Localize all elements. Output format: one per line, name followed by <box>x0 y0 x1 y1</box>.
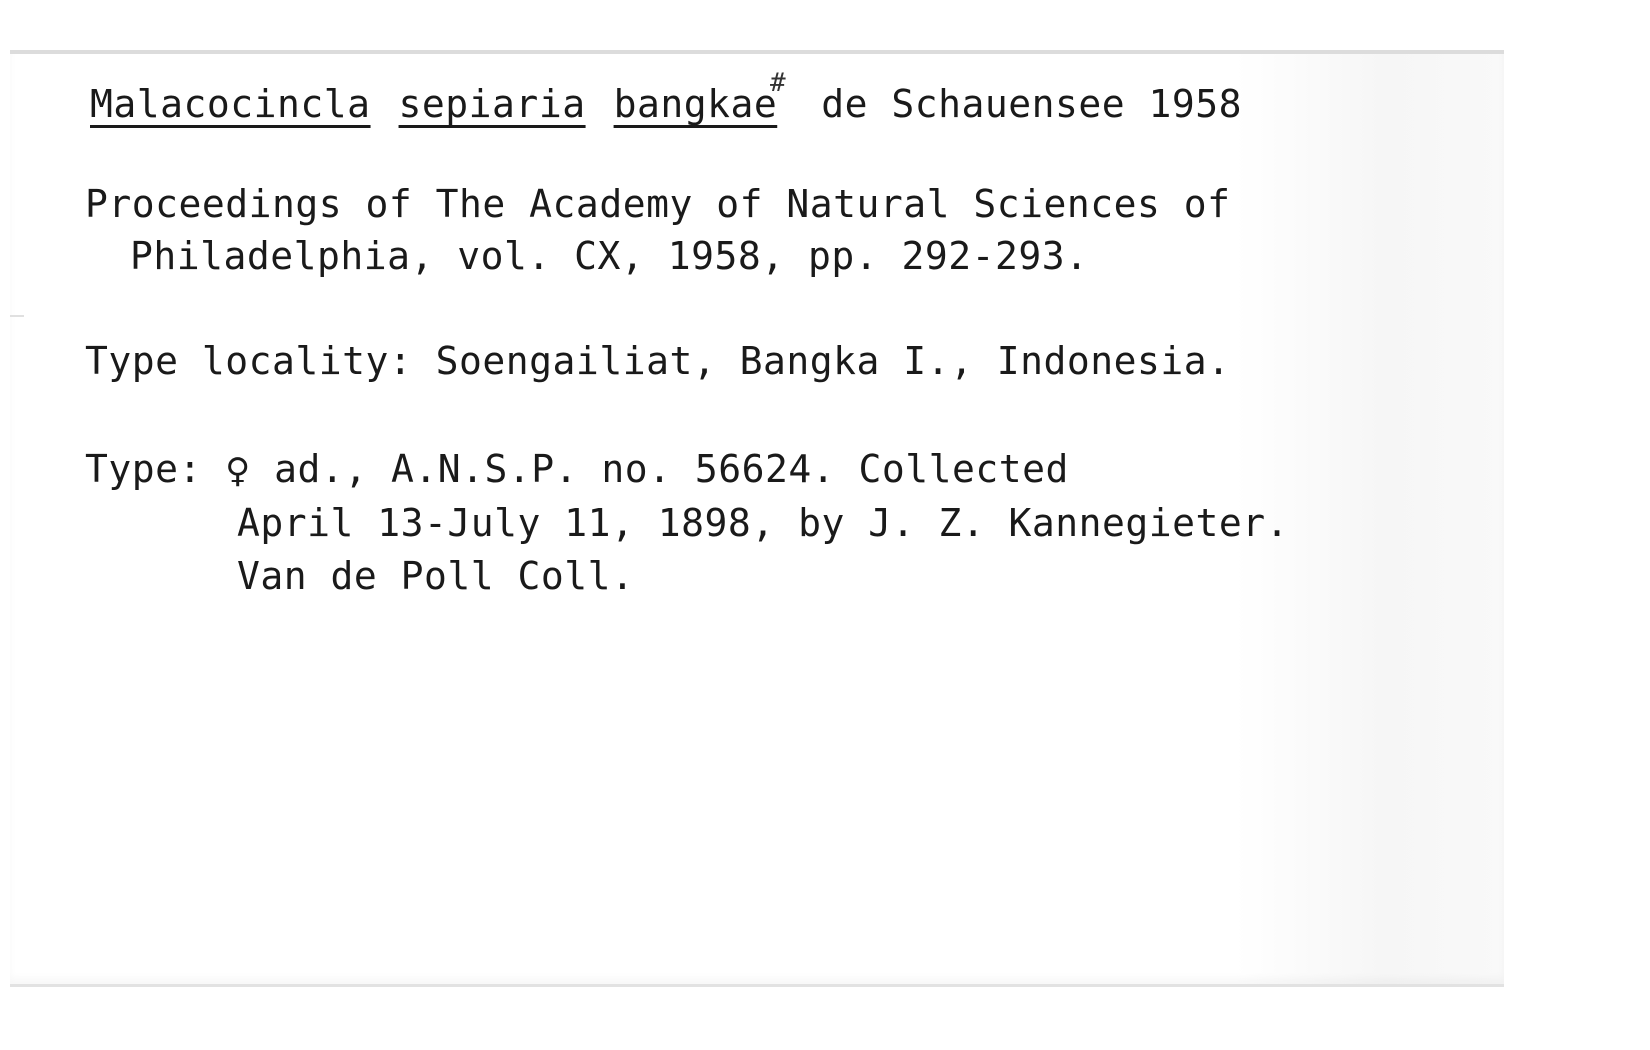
handwritten-mark: # <box>770 68 786 98</box>
type-line-3: Van de Poll Coll. <box>237 554 635 598</box>
genus-name: Malacocincla <box>90 82 371 126</box>
reference-line-2: Philadelphia, vol. CX, 1958, pp. 292-293. <box>130 234 1089 278</box>
type-line-1 <box>85 447 1069 491</box>
female-symbol: ♀ <box>225 451 251 491</box>
card-edge-speck <box>10 315 24 317</box>
reference-line-1: Proceedings of The Academy of Natural Sciences of <box>85 182 1231 226</box>
species-name: sepiaria <box>398 82 586 126</box>
taxon-authority: de Schauensee 1958 <box>821 82 1243 126</box>
type-locality: Type locality: Soengailiat, Bangka I., Indonesia. <box>85 339 1231 383</box>
type-line-2: April 13-July 11, 1898, by J. Z. Kannegieter. <box>237 501 1290 545</box>
subspecies-name: bangkae <box>613 82 778 126</box>
type-label: Type: <box>85 447 202 491</box>
type-details: ad., A.N.S.P. no. 56624. Collected <box>274 447 1069 491</box>
taxon-title <box>90 82 1243 126</box>
